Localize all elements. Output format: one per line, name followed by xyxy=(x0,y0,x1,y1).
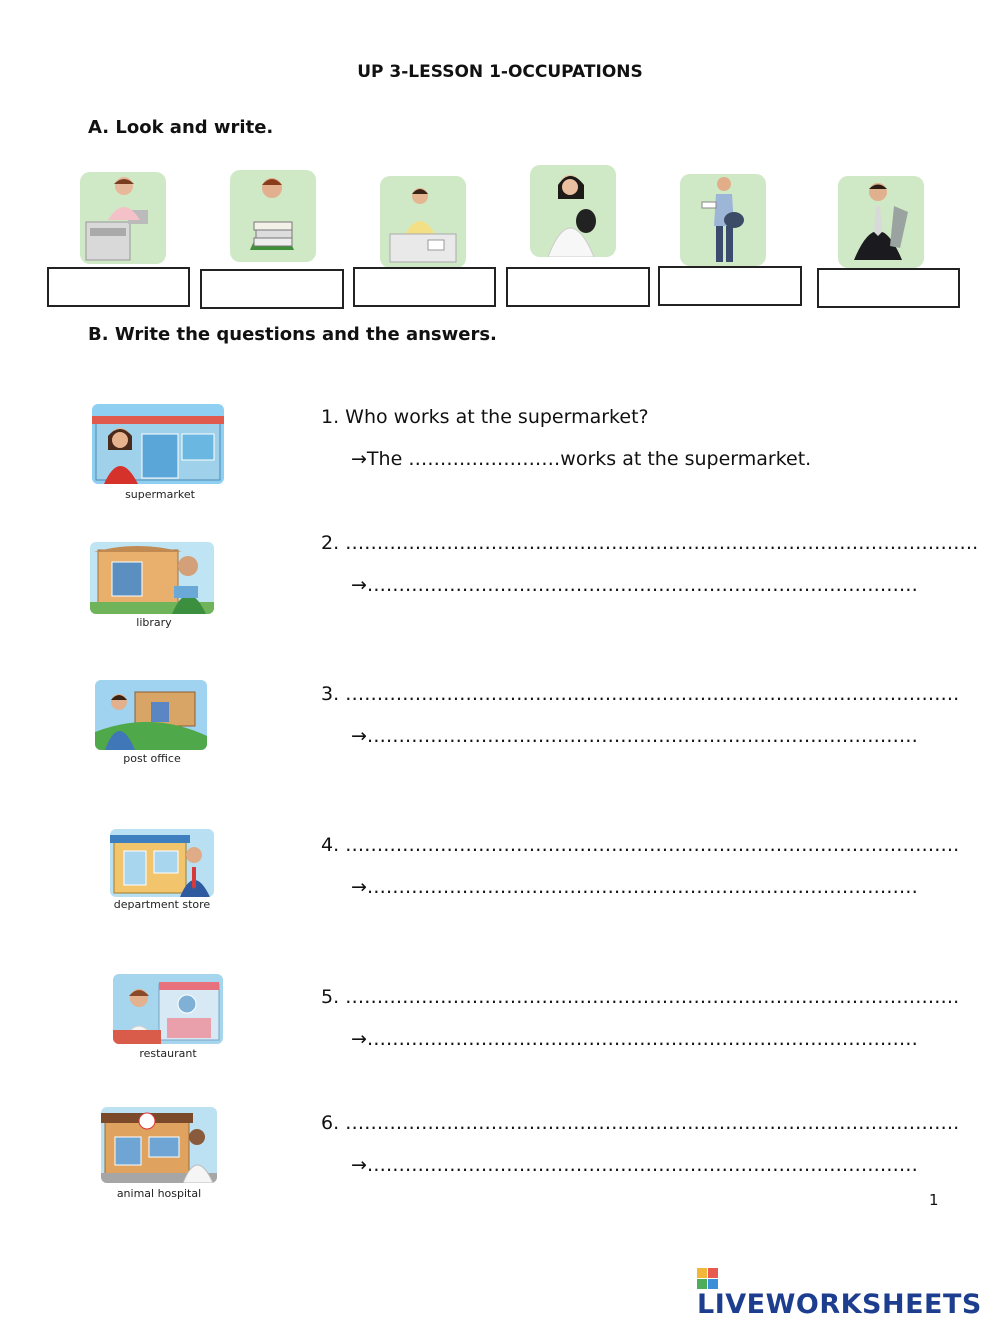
logo-mark-icon xyxy=(697,1268,718,1289)
mail-carrier-person-icon xyxy=(680,174,766,266)
place-label: post office xyxy=(123,752,181,765)
page-number: 1 xyxy=(929,1191,939,1209)
question-4[interactable]: 4. ……………………………………………………………………………………. xyxy=(321,834,960,856)
answer-1[interactable]: →The ……………………works at the supermarket. xyxy=(351,448,812,470)
place-label: department store xyxy=(113,898,211,911)
answer-box-4[interactable] xyxy=(506,267,650,307)
answer-box-6[interactable] xyxy=(817,268,960,308)
answer-box-1[interactable] xyxy=(47,267,190,307)
place-label: supermarket xyxy=(125,488,195,501)
place-label: library xyxy=(136,616,172,629)
answer-box-5[interactable] xyxy=(658,266,802,306)
question-1: 1. Who works at the supermarket? xyxy=(321,406,649,428)
postal-clerk-person-icon xyxy=(380,176,466,268)
cashier-person-icon xyxy=(80,172,166,264)
section-a-heading: A. Look and write. xyxy=(88,117,274,138)
answer-3[interactable]: →…………………………………………………………………………… xyxy=(351,725,918,747)
answer-2[interactable]: →…………………………………………………………………………… xyxy=(351,574,918,596)
post-office-scene-icon xyxy=(95,680,207,750)
place-label: restaurant xyxy=(139,1047,197,1060)
section-b-heading: B. Write the questions and the answers. xyxy=(88,324,497,345)
question-6[interactable]: 6. ……………………………………………………………………………………. xyxy=(321,1112,960,1134)
question-3[interactable]: 3. ……………………………………………………………………………………. xyxy=(321,683,960,705)
place-label: animal hospital xyxy=(116,1187,202,1200)
librarian-person-icon xyxy=(230,170,316,262)
worksheet-title: UP 3-LESSON 1-OCCUPATIONS xyxy=(357,62,643,82)
animal-hospital-scene-icon xyxy=(101,1107,217,1183)
answer-box-2[interactable] xyxy=(200,269,344,309)
supermarket-scene-icon xyxy=(92,404,224,484)
answer-4[interactable]: →…………………………………………………………………………… xyxy=(351,876,918,898)
answer-box-3[interactable] xyxy=(353,267,496,307)
salesperson-person-icon xyxy=(838,176,924,268)
vet-person-icon xyxy=(530,165,616,257)
library-scene-icon xyxy=(90,542,214,614)
question-5[interactable]: 5. ……………………………………………………………………………………. xyxy=(321,986,960,1008)
department-store-scene-icon xyxy=(110,829,214,897)
brand-logo xyxy=(697,1252,1000,1320)
restaurant-scene-icon xyxy=(113,974,223,1044)
brand-name: LIVEWORKSHEETS xyxy=(697,1289,982,1320)
answer-6[interactable]: →…………………………………………………………………………… xyxy=(351,1154,918,1176)
question-2[interactable]: 2. ………………………………………………………………………………………. xyxy=(321,532,979,554)
answer-5[interactable]: →…………………………………………………………………………… xyxy=(351,1028,918,1050)
